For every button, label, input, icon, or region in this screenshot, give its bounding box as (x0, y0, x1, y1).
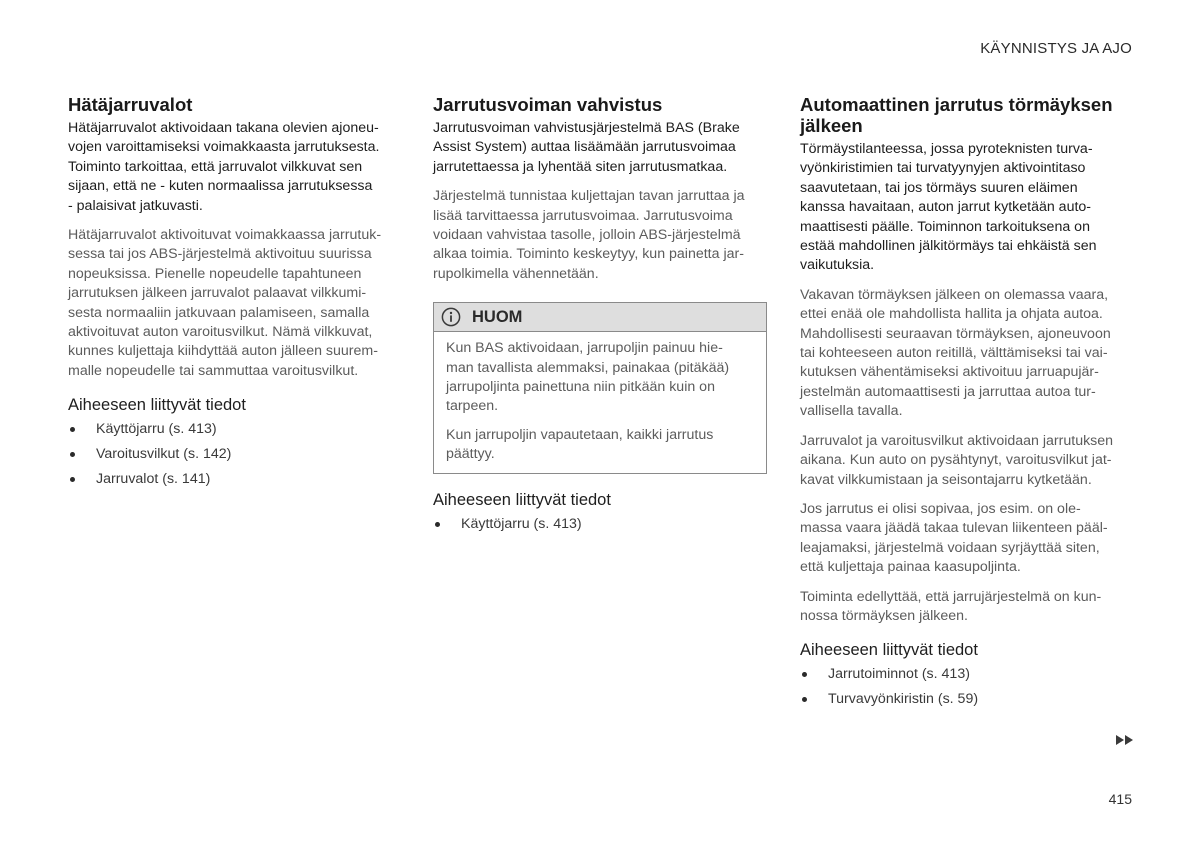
lead-paragraph: Törmäystilanteessa, jossa pyroteknisten turva- vyönkiristimien tai turvatyynyjen aktivointitaso saavutetaan, tai jos törmäys suuren eläimen kanssa havaitaan, auton jarrut kytketään auto- maattisesti päälle. Toiminnon tarkoituksena on estää mahdollinen jälkitörmäys tai ehkäistä sen vaikutuksia. (800, 141, 1097, 274)
lead-paragraph: Hätäjarruvalot aktivoidaan takana olevien ajoneu- vojen varoittamiseksi voimakkaasta jarrutuksesta. Toiminto tarkoittaa, että jarruvalot vilkkuvat sen sijaan, että ne - kuten normaalissa jarrutuksessa - palaisivat jatkuvasti. (68, 120, 380, 214)
related-link[interactable]: Varoitusvilkut (s. 142) (68, 442, 402, 467)
note-box (433, 302, 767, 473)
related-link[interactable]: Jarrutoiminnot (s. 413) (800, 662, 1132, 687)
related-link[interactable]: Käyttöjarru (s. 413) (433, 512, 767, 537)
body-paragraph: Vakavan törmäyksen jälkeen on olemassa vaara, ettei enää ole mahdollista hallita ja ohjata autoa. Mahdollisesti seuraavan törmäyksen, ajoneuvoon tai kohteeseen auton reitillä, välttämiseksi tai vai- kutuksen vähentämiseksi aktivoituu jarruapujär- jestelmän automaattisesti ja jarruttaa autoa tur- vallisella tavalla. (800, 286, 1111, 420)
related-link[interactable]: Käyttöjarru (s. 413) (68, 417, 402, 442)
note-header (434, 303, 766, 332)
note-label: HUOM (472, 307, 523, 326)
related-link[interactable]: Turvavyönkiristin (s. 59) (800, 687, 1132, 712)
heading-emergency-brake-lights: Hätäjarruvalot (68, 94, 193, 115)
related-link[interactable]: Jarruvalot (s. 141) (68, 467, 402, 492)
note-paragraph: Kun BAS aktivoidaan, jarrupoljin painuu hie- man tavallista alemmaksi, painakaa (pitäkää) jarrupoljinta painettuna niin pitkään kuin on tarpeen. (446, 340, 730, 415)
column-post-collision-braking (800, 94, 1132, 712)
related-links-list (68, 417, 402, 492)
body-paragraph: Jos jarrutus ei olisi sopivaa, jos esim. on ole- massa vaara jäädä takaa tulevan liikenteen pääl- leajamaksi, järjestelmä voidaan syrjäyttää siten, että kuljettaja painaa kaasupoljinta. (800, 500, 1108, 576)
double-triangle-right-icon (1116, 735, 1134, 745)
heading-brake-assist: Jarrutusvoiman vahvistus (433, 94, 663, 115)
column-emergency-brake-lights (68, 94, 402, 492)
related-info-heading: Aiheeseen liittyvät tiedot (68, 396, 246, 415)
note-body (434, 332, 766, 472)
info-icon (441, 307, 461, 327)
body-paragraph: Toiminta edellyttää, että jarrujärjestelmä on kun- nossa törmäyksen jälkeen. (800, 588, 1102, 624)
body-paragraph: Hätäjarruvalot aktivoituvat voimakkaassa jarrutuk- sessa tai jos ABS-järjestelmä aktivoituu suurissa nopeuksissa. Pienelle nopeudelle tapahtuneen jarrutuksen jälkeen jarruvalot palaavat vilkkumi- sesta normaaliin jatkuvaan palamiseen, samalla aktivoituvat auton varoitusvilkut. Nämä vilkkuvat, kunnes kuljettaja kiihdyttää auton jälleen suurem- malle nopeudelle tai sammuttaa varoitusvilkut. (68, 227, 382, 379)
related-links-list (800, 662, 1132, 712)
page-number: 415 (1108, 791, 1132, 807)
body-paragraph: Järjestelmä tunnistaa kuljettajan tavan jarruttaa ja lisää tarvittaessa jarrutusvoimaa. Jarrutusvoima voidaan vahvistaa tasolle, jolloin ABS-järjestelmä alkaa toimia. Toiminto keskeytyy, kun painetta jar- rupolkimella vähennetään. (433, 188, 745, 282)
column-brake-assist (433, 94, 767, 537)
heading-post-collision-braking: Automaattinen jarrutus törmäyksen jälkeen (800, 94, 1113, 136)
section-title: KÄYNNISTYS JA AJO (980, 40, 1132, 57)
related-info-heading: Aiheeseen liittyvät tiedot (433, 490, 611, 509)
lead-paragraph: Jarrutusvoiman vahvistusjärjestelmä BAS (Brake Assist System) auttaa lisäämään jarrutusvoimaa jarrutettaessa ja lyhentää siten jarrutusmatkaa. (433, 120, 740, 175)
body-paragraph: Jarruvalot ja varoitusvilkut aktivoidaan jarrutuksen aikana. Kun auto on pysähtynyt, varoitusvilkut jat- kavat vilkkumistaan ja seisontajarru kytketään. (800, 432, 1114, 488)
related-info-heading: Aiheeseen liittyvät tiedot (800, 641, 978, 660)
note-paragraph: Kun jarrupoljin vapautetaan, kaikki jarrutus päättyy. (446, 426, 714, 463)
related-links-list (433, 512, 767, 537)
